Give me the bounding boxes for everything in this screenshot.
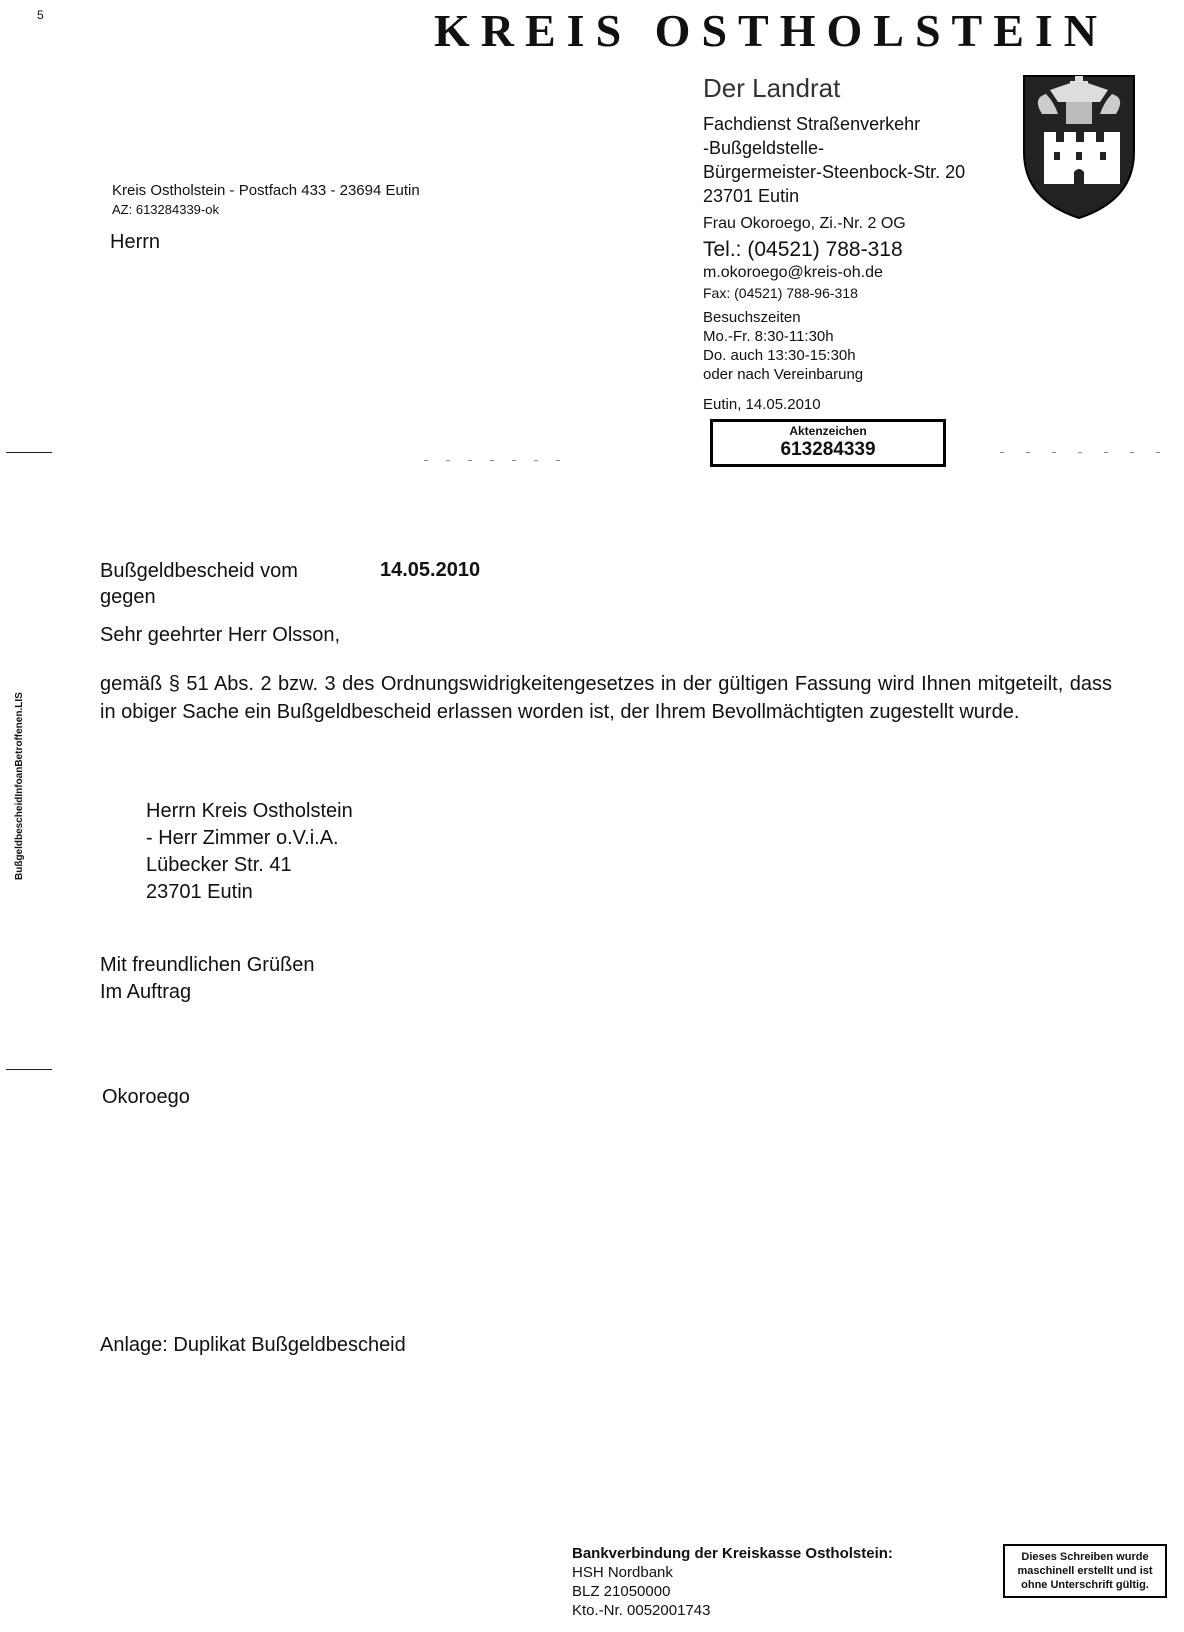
attachment: Anlage: Duplikat Bußgeldbescheid — [100, 1334, 406, 1356]
hours-line: oder nach Vereinbarung — [703, 366, 864, 383]
bank-details — [572, 1544, 893, 1620]
department-line: -Bußgeldstelle- — [703, 138, 825, 158]
address-line: 23701 Eutin — [146, 881, 253, 903]
reference-number: 613284339 — [780, 439, 876, 460]
notice-line: ohne Unterschrift gültig. — [1021, 1579, 1149, 1591]
notice-line: Dieses Schreiben wurde — [1021, 1551, 1149, 1563]
divider — [424, 460, 564, 461]
hours-line: Besuchszeiten — [703, 309, 801, 326]
fax: Fax: (04521) 788-96-318 — [703, 285, 858, 301]
file-name-label: BußgeldbescheidInfoanBetroffenen.LIS — [14, 692, 25, 880]
visiting-hours — [703, 308, 863, 384]
department-line: 23701 Eutin — [703, 186, 800, 206]
office-title: Der Landrat — [703, 73, 841, 103]
bank-line: BLZ 21050000 — [572, 1583, 671, 1600]
address-line: Herrn Kreis Ostholstein — [146, 800, 353, 822]
fold-mark — [6, 452, 52, 453]
bank-title: Bankverbindung der Kreiskasse Ostholstein: — [572, 1545, 893, 1562]
greeting: Sehr geehrter Herr Olsson, — [100, 624, 341, 646]
page-number: 5 — [37, 8, 44, 22]
divider — [1000, 452, 1178, 453]
department-line: Bürgermeister-Steenbock-Str. 20 — [703, 162, 966, 182]
email: m.okoroego@kreis-oh.de — [703, 264, 883, 281]
body-paragraph: gemäß § 51 Abs. 2 bzw. 3 des Ordnungswidrigkeitengesetzes in der gültigen Fassung wird Ihnen mitgeteilt, dass in obiger Sache ein Bußgeldbescheid erlassen worden ist, der Ihrem Bevollmächtigten zugestellt wurde. — [100, 673, 1112, 723]
signer: Okoroego — [102, 1086, 190, 1108]
letter-date: Eutin, 14.05.2010 — [703, 396, 821, 413]
reference-label: Aktenzeichen — [789, 424, 867, 438]
return-address: Kreis Ostholstein - Postfach 433 - 23694 Eutin — [112, 182, 420, 199]
department-address — [703, 112, 965, 208]
file-reference: AZ: 613284339-ok — [112, 202, 219, 217]
fold-mark — [6, 1069, 52, 1070]
contact-name: Frau Okoroego, Zi.-Nr. 2 OG — [703, 215, 906, 232]
subject-against: gegen — [100, 586, 156, 608]
closing — [100, 952, 315, 1006]
closing-line: Mit freundlichen Grüßen — [100, 954, 315, 976]
telephone: Tel.: (04521) 788-318 — [703, 238, 903, 261]
address-line: Lübecker Str. 41 — [146, 854, 292, 876]
notice-line: maschinell erstellt und ist — [1017, 1565, 1153, 1577]
machine-notice — [1003, 1544, 1167, 1598]
org-title: KREIS OSTHOLSTEIN — [434, 5, 1109, 56]
coat-of-arms-icon — [1020, 72, 1138, 220]
closing-line: Im Auftrag — [100, 981, 192, 1003]
bank-line: HSH Nordbank — [572, 1564, 673, 1581]
address-line: - Herr Zimmer o.V.i.A. — [146, 827, 339, 849]
hours-line: Do. auch 13:30-15:30h — [703, 347, 856, 364]
recipient-title: Herrn — [110, 231, 161, 253]
bank-line: Kto.-Nr. 0052001743 — [572, 1602, 711, 1619]
representative-address — [146, 798, 353, 906]
subject-date: 14.05.2010 — [380, 559, 481, 581]
subject-label: Bußgeldbescheid vom — [100, 560, 298, 582]
department-line: Fachdienst Straßenverkehr — [703, 114, 921, 134]
hours-line: Mo.-Fr. 8:30-11:30h — [703, 328, 834, 345]
reference-box — [710, 419, 946, 467]
